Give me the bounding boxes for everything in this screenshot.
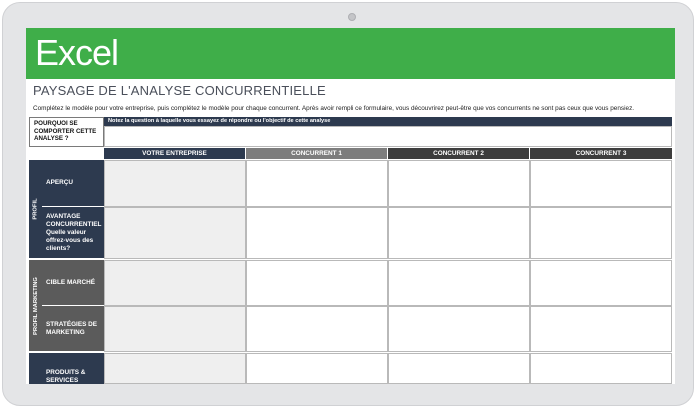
camera-icon: [348, 13, 356, 21]
row-label-avantage-concurrentiel: AVANTAGE CONCURRENTIEL Quelle valeur offrez-vous des clients?: [42, 207, 104, 258]
cell-apercu-concurrent-3[interactable]: [530, 160, 672, 207]
cell-cible-concurrent-1[interactable]: [246, 260, 388, 306]
group-label-profil-marketing: PROFIL MARKETING: [29, 260, 42, 351]
cell-avantage-votre-entreprise[interactable]: [104, 207, 246, 259]
row-label-strategies-marketing: STRATÉGIES DE MARKETING: [42, 306, 104, 351]
cell-apercu-concurrent-1[interactable]: [246, 160, 388, 207]
cell-cible-votre-entreprise[interactable]: [104, 260, 246, 306]
cell-produits-concurrent-3[interactable]: [530, 353, 672, 384]
instructions-text: Complétez le modèle pour votre entreprise, puis complétez le modèle pour chaque concurrent. Après avoir rempli ce formulaire, vous découvrirez peut-être que vos concurrents ne sont pas ceux que vous pensiez.: [33, 105, 635, 112]
cell-cible-concurrent-3[interactable]: [530, 260, 672, 306]
column-header-votre-entreprise: VOTRE ENTREPRISE: [104, 148, 245, 159]
group-label-profil: PROFIL: [29, 160, 42, 258]
row-label-apercu: APERÇU: [42, 160, 104, 206]
column-header-concurrent-1: CONCURRENT 1: [246, 148, 387, 159]
cell-produits-concurrent-1[interactable]: [246, 353, 388, 384]
group-label-produits: [29, 353, 42, 384]
row-label-produits-services: PRODUITS & SERVICES: [42, 353, 104, 384]
app-banner: [26, 28, 675, 79]
cell-strategies-concurrent-2[interactable]: [388, 306, 530, 352]
page-title: PAYSAGE DE L'ANALYSE CONCURRENTIELLE: [33, 83, 326, 98]
spreadsheet-screen: [26, 28, 675, 384]
cell-strategies-concurrent-3[interactable]: [530, 306, 672, 352]
question-note: Notez la question à laquelle vous essayez de répondre ou l'objectif de cette analyse: [104, 117, 672, 126]
app-title: Excel: [35, 32, 119, 73]
cell-strategies-votre-entreprise[interactable]: [104, 306, 246, 352]
column-header-concurrent-3: CONCURRENT 3: [530, 148, 672, 159]
cell-cible-concurrent-2[interactable]: [388, 260, 530, 306]
question-input-cell[interactable]: [104, 126, 672, 147]
cell-avantage-concurrent-3[interactable]: [530, 207, 672, 259]
cell-avantage-concurrent-2[interactable]: [388, 207, 530, 259]
cell-strategies-concurrent-1[interactable]: [246, 306, 388, 352]
cell-produits-votre-entreprise[interactable]: [104, 353, 246, 384]
row-label-cible-marche: CIBLE MARCHÉ: [42, 260, 104, 305]
cell-avantage-concurrent-1[interactable]: [246, 207, 388, 259]
cell-apercu-concurrent-2[interactable]: [388, 160, 530, 207]
cell-produits-concurrent-2[interactable]: [388, 353, 530, 384]
cell-apercu-votre-entreprise[interactable]: [104, 160, 246, 207]
question-label: POURQUOI SE COMPORTER CETTE ANALYSE ?: [29, 117, 104, 147]
column-header-concurrent-2: CONCURRENT 2: [388, 148, 529, 159]
